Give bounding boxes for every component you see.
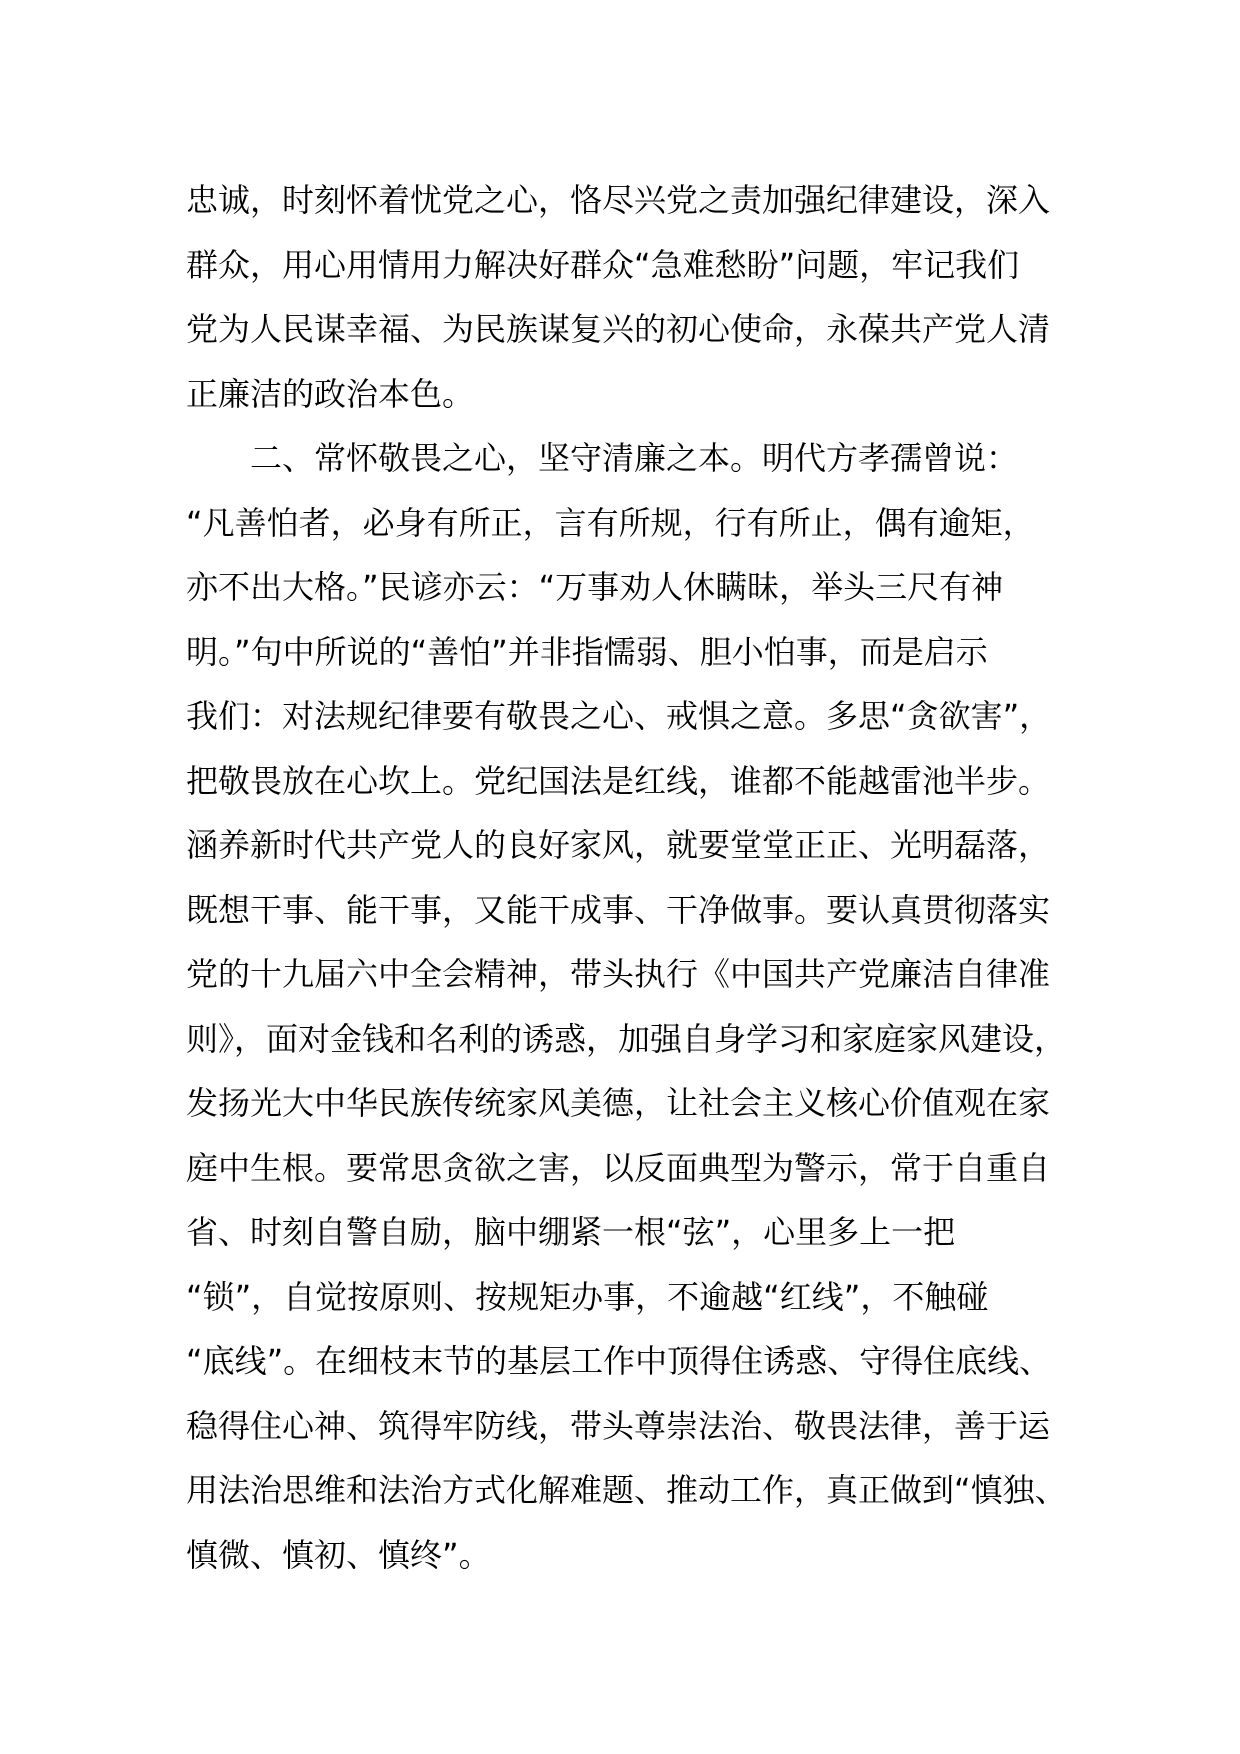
text-line: 二、常怀敬畏之心，坚守清廉之本。明代方孝孺曾说： bbox=[186, 439, 1019, 477]
text-line: 党的十九届六中全会精神，带头执行《中国共产党廉洁自律准 bbox=[186, 955, 1051, 993]
text-line: “凡善怕者，必身有所正，言有所规，行有所止，偶有逾矩， bbox=[186, 503, 1035, 542]
text-line: 省、时刻自警自励，脑中绷紧一根“弦”，心里多上一把 bbox=[186, 1213, 956, 1251]
text-line: 则》，面对金钱和名利的诱惑，加强自身学习和家庭家风建设， bbox=[186, 1019, 1067, 1058]
text-line: 把敬畏放在心坎上。党纪国法是红线，谁都不能越雷池半步。 bbox=[186, 761, 1051, 800]
text-line: 既想干事、能干事，又能干成事、干净做事。要认真贯彻落实 bbox=[186, 890, 1051, 929]
text-line: 亦不出大格。”民谚亦云：“万事劝人休瞒昧，举头三尺有神 bbox=[186, 568, 1004, 606]
text-line: 用法治思维和法治方式化解难题、推动工作，真正做到“慎独、 bbox=[186, 1471, 1067, 1509]
text-line: 党为人民谋幸福、为民族谋复兴的初心使命，永葆共产党人清 bbox=[186, 310, 1051, 348]
text-line: 群众，用心用情用力解决好群众“急难愁盼”问题，牢记我们 bbox=[186, 245, 1020, 284]
text-line: 忠诚，时刻怀着忧党之心，恪尽兴党之责加强纪律建设，深入 bbox=[186, 181, 1051, 219]
text-line: 我们：对法规纪律要有敬畏之心、戒惧之意。多思“贪欲害”， bbox=[186, 697, 1052, 735]
text-line: 正廉洁的政治本色。 bbox=[186, 374, 475, 413]
text-line: 稳得住心神、筑得牢防线，带头尊崇法治、敬畏法律，善于运 bbox=[186, 1406, 1051, 1445]
text-line: 慎微、慎初、慎终”。 bbox=[186, 1535, 491, 1574]
text-line: 明。”句中所说的“善怕”并非指懦弱、胆小怕事，而是启示 bbox=[186, 632, 988, 671]
body-text bbox=[186, 168, 1086, 1587]
text-line: “底线”。在细枝末节的基层工作中顶得住诱惑、守得住底线、 bbox=[186, 1342, 1052, 1380]
text-line: 庭中生根。要常思贪欲之害，以反面典型为警示，常于自重自 bbox=[186, 1148, 1051, 1187]
text-line: “锁”，自觉按原则、按规矩办事，不逾越“红线”，不触碰 bbox=[186, 1277, 989, 1316]
text-line: 涵养新时代共产党人的良好家风，就要堂堂正正、光明磊落， bbox=[186, 826, 1051, 864]
text-line: 发扬光大中华民族传统家风美德，让社会主义核心价值观在家 bbox=[186, 1084, 1051, 1122]
